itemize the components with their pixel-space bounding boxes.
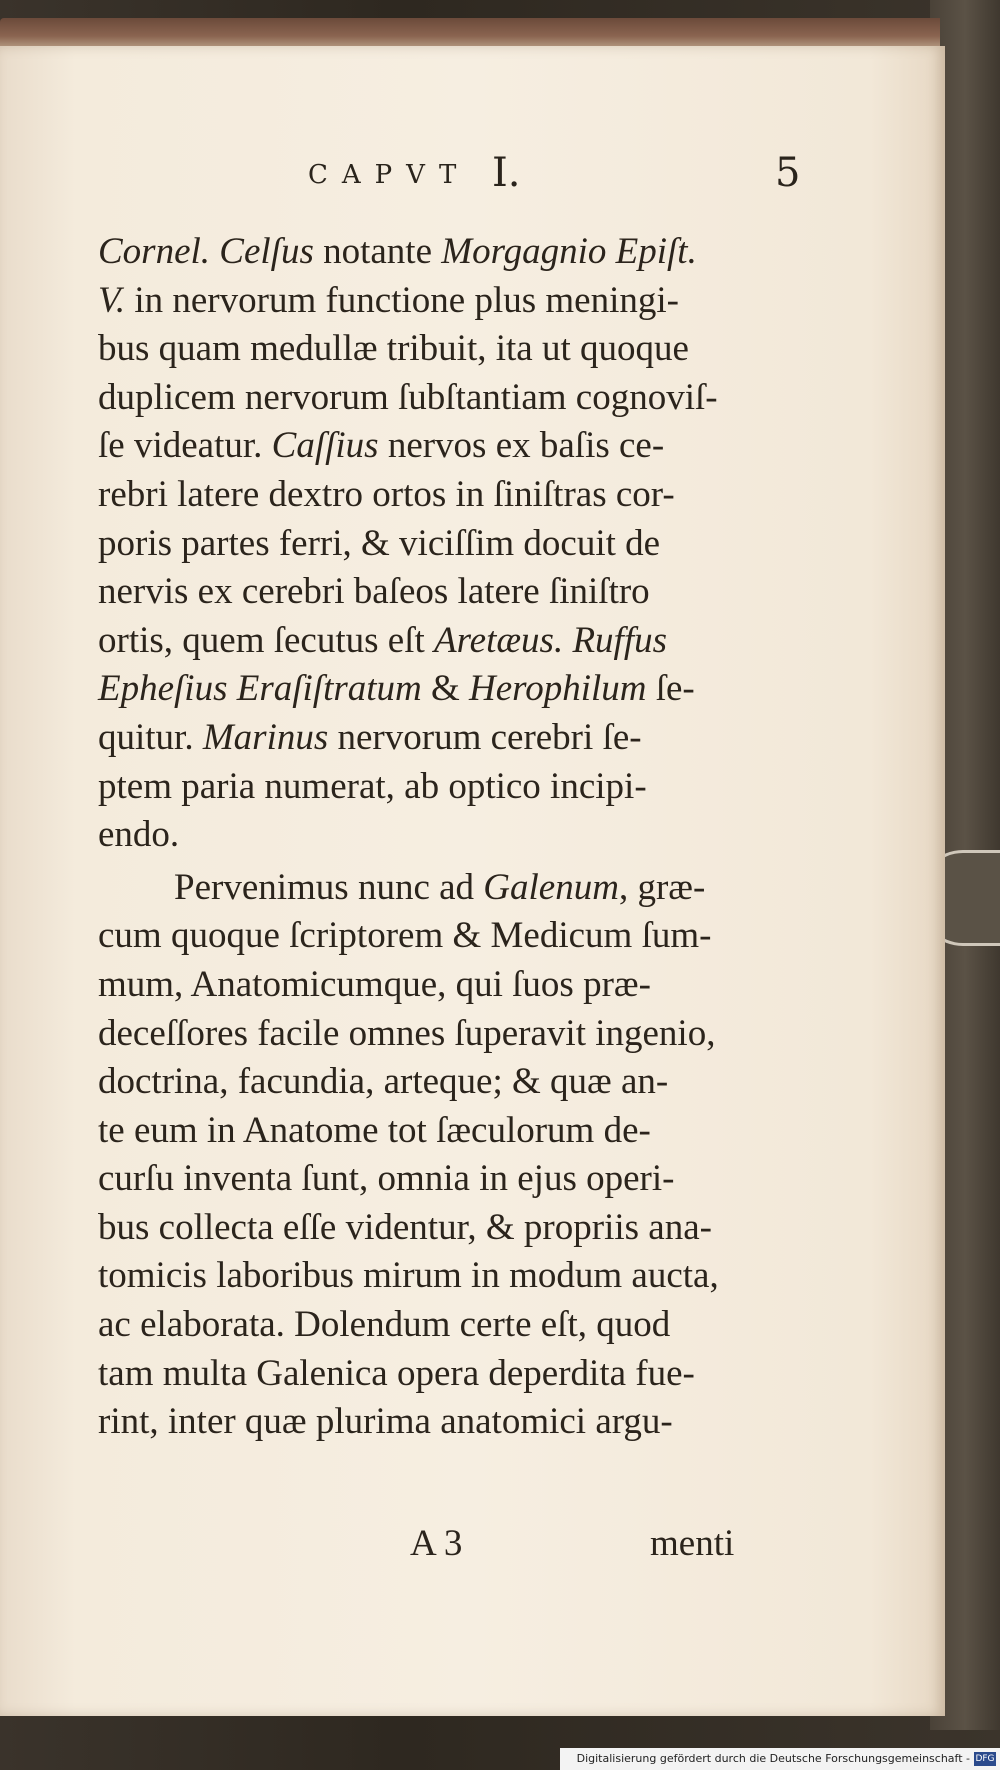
text-line bbox=[98, 961, 804, 1010]
text-line bbox=[98, 811, 804, 860]
text-line bbox=[98, 1398, 804, 1447]
italic-name: Caſſius bbox=[271, 425, 379, 467]
italic-name: Ruffus bbox=[572, 619, 668, 661]
text-line-content bbox=[98, 617, 667, 666]
text-line bbox=[98, 325, 804, 374]
text-line-content bbox=[98, 1204, 712, 1253]
text-line bbox=[98, 1350, 804, 1399]
text-run: ſe- bbox=[646, 668, 695, 710]
italic-name: Cornel. Celſus bbox=[98, 231, 314, 272]
text-line-content bbox=[98, 763, 647, 812]
dfg-logo-icon: DFG bbox=[975, 1754, 995, 1764]
text-line bbox=[98, 1010, 804, 1059]
text-line bbox=[98, 1155, 804, 1204]
text-line-content bbox=[98, 325, 689, 374]
text-line bbox=[98, 912, 804, 961]
text-run: rebri latere dextro ortos in ſiniſtras cor- bbox=[98, 473, 675, 515]
text-line bbox=[98, 617, 804, 666]
italic-name: V. bbox=[98, 279, 126, 321]
text-run: nervos ex baſis ce- bbox=[378, 425, 665, 467]
text-line-content bbox=[98, 228, 697, 277]
running-head bbox=[270, 150, 801, 210]
text-run: notante bbox=[313, 231, 442, 272]
page-number: 5 bbox=[775, 150, 801, 196]
text-line-content bbox=[98, 277, 679, 326]
text-line-content bbox=[98, 1155, 674, 1204]
italic-name: Galenum bbox=[483, 866, 619, 908]
text-run: tam multa Galenica opera deperdita fue- bbox=[98, 1352, 695, 1394]
text-line-content bbox=[98, 520, 660, 569]
text-line-content bbox=[98, 1301, 670, 1350]
attribution-text: Digitalisierung gefördert durch die Deutsche Forschungsgemeinschaft - bbox=[576, 1752, 970, 1765]
text-run: duplicem nervorum ſubſtantiam cognoviſ- bbox=[98, 376, 718, 418]
text-line-content bbox=[174, 864, 705, 913]
text-run: nervis ex cerebri baſeos latere ſiniſtro bbox=[98, 571, 650, 613]
text-run: in nervorum functione plus meningi- bbox=[125, 279, 679, 321]
text-line bbox=[98, 277, 804, 326]
text-line bbox=[98, 1058, 804, 1107]
text-run: doctrina, facundia, arteque; & quæ an- bbox=[98, 1061, 669, 1103]
text-run: curſu inventa ſunt, omnia in ejus operi- bbox=[98, 1158, 675, 1200]
text-run: ortis, quem ſecutus eſt bbox=[98, 619, 435, 661]
italic-name: Aretæus. bbox=[434, 619, 564, 661]
text-run: ac elaborata. Dolendum certe eſt, quod bbox=[98, 1304, 671, 1346]
attribution-bar bbox=[560, 1748, 1000, 1770]
italic-name: Herophilum bbox=[469, 668, 647, 710]
running-title: CAPVT bbox=[308, 160, 471, 190]
text-run: mum, Anatomicumque, qui ſuos præ- bbox=[98, 963, 651, 1005]
text-run: & bbox=[421, 668, 470, 710]
text-line bbox=[98, 520, 804, 569]
catchword: menti bbox=[650, 1523, 735, 1564]
chapter-number: I. bbox=[492, 150, 521, 196]
text-line-content bbox=[98, 1350, 695, 1399]
text-run: Pervenimus nunc ad bbox=[174, 866, 484, 908]
text-line bbox=[98, 471, 804, 520]
text-line bbox=[98, 1301, 804, 1350]
text-run: quitur. bbox=[98, 716, 203, 758]
text-line-content bbox=[98, 714, 642, 763]
text-line bbox=[98, 228, 804, 277]
text-line bbox=[98, 864, 804, 913]
text-line-content bbox=[98, 1010, 715, 1059]
text-run: deceſſores facile omnes ſuperavit ingenio, bbox=[98, 1012, 716, 1054]
text-line bbox=[98, 665, 804, 714]
text-run: endo. bbox=[98, 814, 180, 856]
text-line-content bbox=[98, 1107, 651, 1156]
text-run: ſe videatur. bbox=[98, 425, 272, 467]
text-line bbox=[98, 1252, 804, 1301]
text-line-content bbox=[98, 568, 650, 617]
italic-name: Epheſius Eraſiſtratum bbox=[98, 668, 422, 710]
text-run: cum quoque ſcriptorem & Medicum ſum- bbox=[98, 915, 712, 957]
text-run: bus quam medullæ tribuit, ita ut quoque bbox=[98, 328, 689, 370]
text-line-content bbox=[98, 811, 179, 860]
text-run: rint, inter quæ plurima anatomici argu- bbox=[98, 1401, 673, 1443]
text-run: poris partes ferri, & viciſſim docuit de bbox=[98, 522, 661, 564]
text-line-content bbox=[98, 471, 675, 520]
text-line bbox=[98, 1204, 804, 1253]
text-run: nervorum cerebri ſe- bbox=[328, 716, 642, 758]
text-line bbox=[98, 374, 804, 423]
italic-name: Marinus bbox=[202, 716, 329, 758]
text-line bbox=[98, 714, 804, 763]
text-run: bus collecta eſſe videntur, & propriis ana- bbox=[98, 1206, 712, 1248]
text-line bbox=[98, 1107, 804, 1156]
text-line-content bbox=[98, 961, 651, 1010]
text-line-content bbox=[98, 374, 718, 423]
text-run: ptem paria numerat, ab optico incipi- bbox=[98, 765, 647, 807]
signature-mark: A 3 bbox=[410, 1523, 463, 1564]
text-line bbox=[98, 422, 804, 471]
text-line-content bbox=[98, 912, 711, 961]
text-line-content bbox=[98, 1398, 673, 1447]
text-run: tomicis laboribus mirum in modum aucta, bbox=[98, 1255, 719, 1297]
text-line bbox=[98, 763, 804, 812]
text-line-content bbox=[98, 1252, 719, 1301]
text-line-content bbox=[98, 1058, 668, 1107]
text-run: te eum in Anatome tot ſæculorum de- bbox=[98, 1109, 651, 1151]
text-line-content bbox=[98, 422, 664, 471]
text-run: , græ- bbox=[618, 866, 706, 908]
catchline bbox=[98, 1522, 804, 1572]
text-line bbox=[98, 568, 804, 617]
body-text bbox=[98, 228, 804, 1447]
italic-name: Morgagnio Epiſt. bbox=[441, 231, 697, 272]
text-line-content bbox=[98, 665, 695, 714]
